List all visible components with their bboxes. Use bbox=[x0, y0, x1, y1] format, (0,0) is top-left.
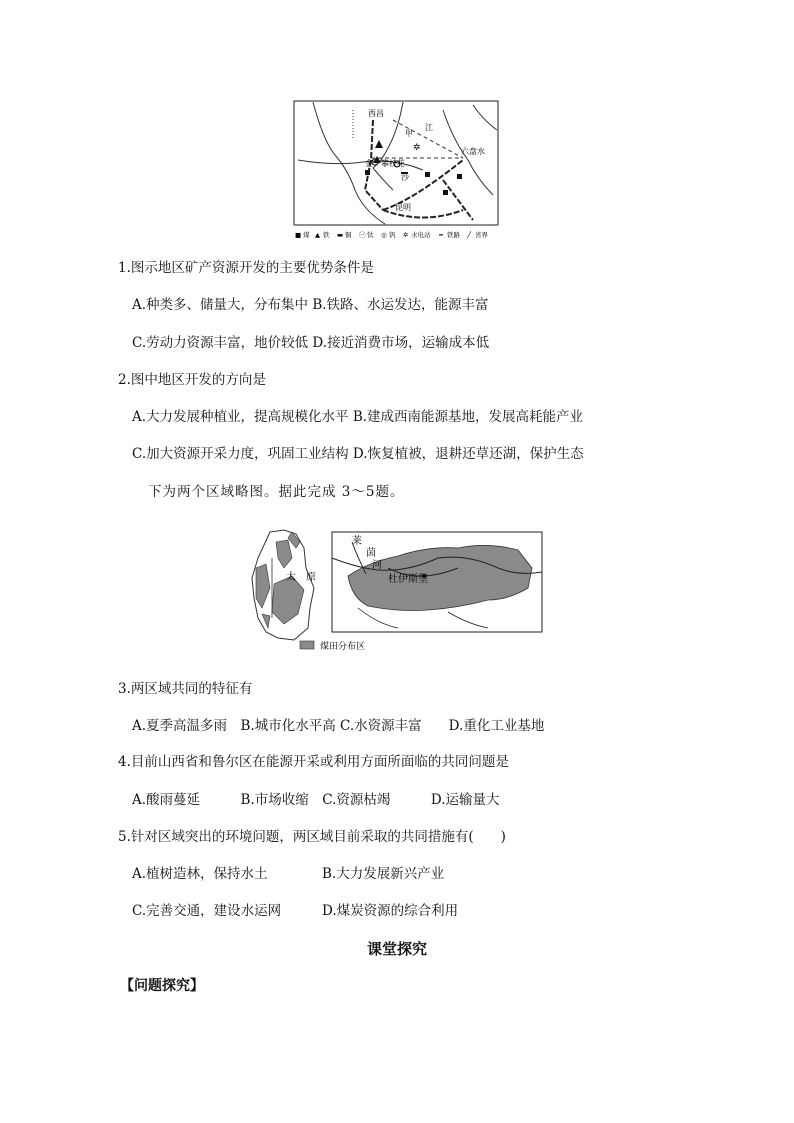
label-laiyin-2: 茵 bbox=[366, 548, 376, 559]
coalfield-legend-swatch bbox=[300, 641, 314, 649]
coal-symbol bbox=[425, 172, 430, 177]
question-3-options: A.夏季高温多雨 B.城市化水平高 C.水资源丰富 D.重化工业基地 bbox=[132, 718, 545, 734]
label-taiyuan: 太 原 bbox=[286, 572, 316, 583]
question-2-options-cd: C.加大资源开采力度，巩固工业结构 D.恢复植被，退耕还草还湖，保护生态 bbox=[132, 446, 584, 462]
section-title: 课堂探究 bbox=[366, 940, 427, 958]
label-sha: 沙 bbox=[401, 173, 409, 182]
svg-text:▲: ▲ bbox=[315, 231, 320, 239]
coalfield-legend-label: 煤田分布区 bbox=[320, 642, 366, 652]
svg-text:铁: 铁 bbox=[323, 231, 330, 239]
coal-symbol bbox=[365, 170, 370, 175]
panxi-region-map bbox=[293, 100, 501, 242]
hydro-symbol: ✲ bbox=[413, 143, 421, 153]
svg-text:水电站: 水电站 bbox=[411, 231, 431, 239]
svg-text:煤: 煤 bbox=[303, 231, 310, 239]
svg-text:━: ━ bbox=[439, 231, 443, 239]
instruction-text: 下为两个区域略图。据此完成 3～5题。 bbox=[148, 484, 405, 500]
question-1-options-ab: A.种类多、储量大，分布集中 B.铁路、水运发达，能源丰富 bbox=[132, 297, 489, 313]
question-5-stem: 5.针对区域突出的环境问题，两区域目前采取的共同措施有( ) bbox=[118, 829, 506, 845]
label-jiang: 江 bbox=[425, 123, 433, 132]
question-5-option-c: C.完善交通，建设水运网 bbox=[132, 903, 282, 919]
svg-text:㊀: ㊀ bbox=[359, 231, 366, 239]
label-jin: 金 bbox=[365, 159, 373, 168]
coal-symbol bbox=[457, 174, 462, 179]
question-5-option-d: D.煤炭资源的综合利用 bbox=[322, 903, 459, 919]
label-jia: 甲 bbox=[405, 129, 413, 138]
label-liupanshui: 六盘水 bbox=[461, 147, 485, 156]
subsection-title: 【问题探究】 bbox=[120, 978, 204, 994]
question-5-option-b: B.大力发展新兴产业 bbox=[322, 866, 445, 882]
shanxi-ruhr-map bbox=[248, 528, 546, 656]
question-4-stem: 4.目前山西省和鲁尔区在能源开采或利用方面所面临的共同问题是 bbox=[118, 754, 509, 770]
question-2-options-ab: A.大力发展种植业，提高规模化水平 B.建成西南能源基地，发展高耗能产业 bbox=[132, 409, 584, 425]
label-panzhihua: 攀枝花 bbox=[381, 159, 405, 168]
svg-text:✲: ✲ bbox=[403, 231, 409, 239]
label-kunming: 昆明 bbox=[395, 203, 411, 212]
svg-text:■: ■ bbox=[295, 231, 302, 239]
svg-text:╱: ╱ bbox=[467, 231, 471, 239]
svg-text:◎: ◎ bbox=[381, 231, 387, 239]
label-laiyin-3: 河 bbox=[372, 560, 382, 571]
question-1-stem: 1.图示地区矿产资源开发的主要优势条件是 bbox=[118, 260, 374, 276]
label-duisburg: 杜伊斯堡 bbox=[388, 574, 428, 585]
svg-text:▬: ▬ bbox=[337, 231, 344, 239]
svg-text:钒: 钒 bbox=[389, 231, 396, 239]
question-4-options: A.酸雨蔓延 B.市场收缩 C.资源枯竭 D.运输量大 bbox=[132, 792, 500, 808]
svg-text:钛: 钛 bbox=[367, 231, 374, 239]
svg-text:铜: 铜 bbox=[345, 231, 352, 239]
question-3-stem: 3.两区域共同的特征有 bbox=[118, 681, 253, 697]
coal-symbol bbox=[443, 190, 448, 195]
label-laiyin-1: 莱 bbox=[352, 536, 362, 547]
svg-text:省界: 省界 bbox=[475, 231, 488, 239]
svg-text:铁路: 铁路 bbox=[447, 231, 460, 239]
question-1-options-cd: C.劳动力资源丰富，地价较低 D.接近消费市场，运输成本低 bbox=[132, 335, 490, 351]
label-xichang: 西昌 bbox=[368, 109, 384, 118]
map1-legend bbox=[295, 230, 489, 239]
question-2-stem: 2.图中地区开发的方向是 bbox=[118, 372, 266, 388]
question-5-option-a: A.植树造林，保持水土 bbox=[132, 866, 268, 882]
